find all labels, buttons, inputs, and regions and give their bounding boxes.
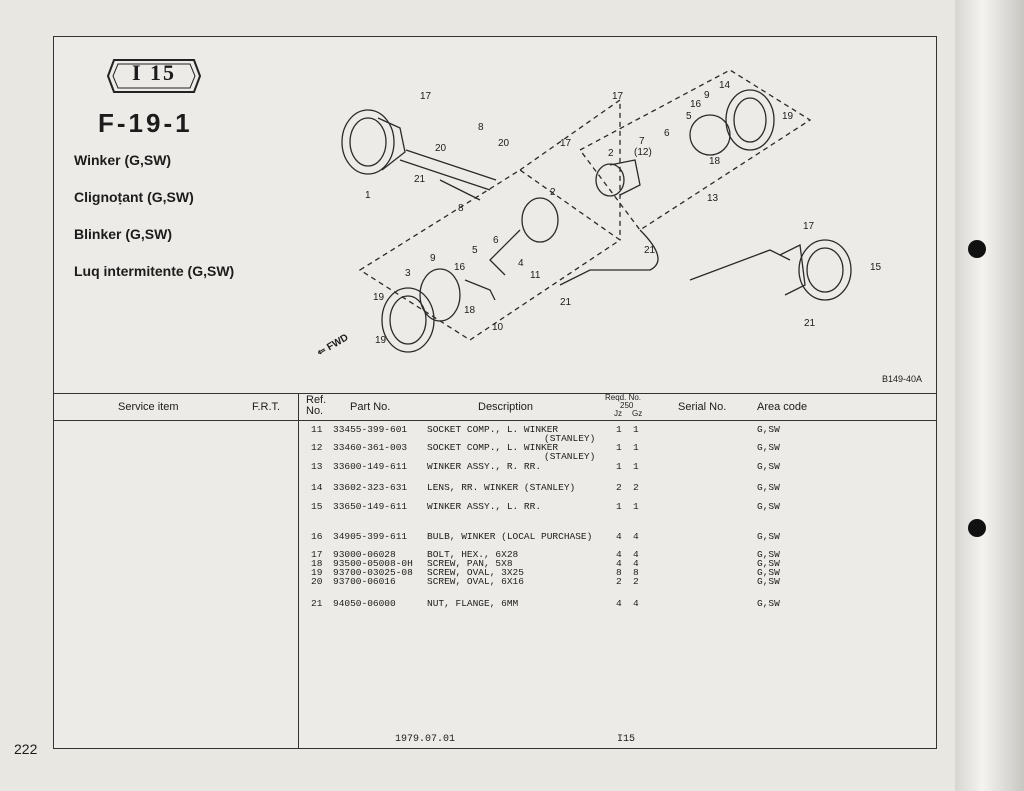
table-top-rule	[53, 393, 937, 394]
gz-qty-cell: 2	[633, 482, 639, 493]
binder-hole	[968, 519, 986, 537]
section-badge: I 15	[131, 60, 177, 85]
callout: 19	[375, 335, 387, 346]
jz-qty-cell: 8	[616, 567, 622, 578]
title-de: Blinker (G,SW)	[74, 226, 173, 242]
description-cell: WINKER ASSY., R. RR.	[427, 461, 542, 472]
callout: 19	[782, 111, 794, 122]
title-en: Winker (G,SW)	[74, 152, 172, 168]
ref-no-cell: 21	[311, 598, 323, 609]
part-no-cell: 93000-06028	[333, 549, 396, 560]
callout: 16	[690, 99, 702, 110]
area-code-cell: G,SW	[757, 576, 780, 587]
area-code-cell: G,SW	[757, 501, 780, 512]
ref-no-cell: 18	[311, 558, 323, 569]
col-jz: Jz	[614, 409, 622, 418]
callout: 21	[644, 245, 656, 256]
callout: 18	[709, 156, 721, 167]
gz-qty-cell: 1	[633, 424, 639, 435]
description-cell: SOCKET COMP., L. WINKER	[427, 442, 559, 453]
part-no-cell: 94050-06000	[333, 598, 396, 609]
callout: 13	[707, 193, 719, 204]
description-cell: NUT, FLANGE, 6MM	[427, 598, 519, 609]
callout: 5	[472, 245, 478, 256]
callout: (12)	[634, 147, 652, 158]
gz-qty-cell: 1	[633, 442, 639, 453]
callout: 3	[405, 268, 411, 279]
jz-qty-cell: 4	[616, 531, 622, 542]
area-code-cell: G,SW	[757, 567, 780, 578]
description-cell: SCREW, OVAL, 6X16	[427, 576, 524, 587]
part-no-cell: 34905-399-611	[333, 531, 408, 542]
jz-qty-cell: 4	[616, 549, 622, 560]
gz-qty-cell: 8	[633, 567, 639, 578]
figure-code: F-19-1	[98, 108, 193, 138]
col-service-item: Service item	[118, 401, 179, 413]
callout: 9	[430, 253, 436, 264]
callout: 19	[373, 292, 385, 303]
ref-no-cell: 11	[311, 424, 323, 435]
page-number: 222	[14, 741, 38, 757]
footer-date: 1979.07.01	[395, 734, 456, 745]
col-serial-no: Serial No.	[678, 401, 727, 413]
jz-qty-cell: 4	[616, 558, 622, 569]
description-cell: LENS, RR. WINKER (STANLEY)	[427, 482, 576, 493]
area-code-cell: G,SW	[757, 442, 780, 453]
callout: 18	[464, 305, 476, 316]
callout: 14	[719, 80, 731, 91]
description-cell-cont: (STANLEY)	[544, 451, 596, 462]
area-code-cell: G,SW	[757, 558, 780, 569]
callout: 21	[804, 318, 816, 329]
gz-qty-cell: 2	[633, 576, 639, 587]
jz-qty-cell: 2	[616, 482, 622, 493]
callout: 16	[454, 262, 466, 273]
description-cell: SCREW, PAN, 5X8	[427, 558, 513, 569]
part-no-cell: 93700-03025-08	[333, 567, 413, 578]
jz-qty-cell: 4	[616, 598, 622, 609]
part-no-cell: 33460-361-003	[333, 442, 408, 453]
callout: 21	[414, 174, 426, 185]
area-code-cell: G,SW	[757, 531, 780, 542]
callout: 4	[518, 258, 524, 269]
callout: 7	[639, 136, 645, 147]
title-fr: Clignoṭant (G,SW)	[74, 189, 194, 205]
part-no-cell: 93700-06016	[333, 576, 396, 587]
ref-no-cell: 12	[311, 442, 323, 453]
ref-no-cell: 15	[311, 501, 323, 512]
area-code-cell: G,SW	[757, 482, 780, 493]
area-code-cell: G,SW	[757, 549, 780, 560]
gz-qty-cell: 4	[633, 531, 639, 542]
footer-section: I15	[617, 734, 636, 745]
figure-id: B149-40A	[882, 374, 923, 384]
callout: 6	[664, 128, 670, 139]
callout: 5	[686, 111, 692, 122]
col-reqd-no: Reqd. No.	[605, 393, 642, 402]
col-area-code: Area code	[757, 401, 808, 413]
ref-no-cell: 19	[311, 567, 323, 578]
part-no-cell: 33650-149-611	[333, 501, 408, 512]
part-no-cell: 93500-05008-0H	[333, 558, 413, 569]
fwd-label: FWD	[325, 332, 351, 354]
page-edge	[955, 0, 1024, 791]
callout: 20	[498, 138, 510, 149]
callout: 2	[608, 148, 614, 159]
callout: 15	[870, 262, 882, 273]
description-cell: SOCKET COMP., L. WINKER	[427, 424, 559, 435]
description-cell: WINKER ASSY., L. RR.	[427, 501, 542, 512]
callout: 8	[458, 203, 464, 214]
callout: 11	[530, 270, 541, 281]
description-cell: BOLT, HEX., 6X28	[427, 549, 519, 560]
callout: 8	[478, 122, 484, 133]
jz-qty-cell: 1	[616, 442, 622, 453]
ref-no-cell: 17	[311, 549, 323, 560]
col-gz: Gz	[632, 409, 643, 418]
col-model: 250	[620, 401, 634, 410]
callout: 1	[365, 190, 371, 201]
gz-qty-cell: 4	[633, 598, 639, 609]
callout: 10	[492, 322, 504, 333]
col-part-no: Part No.	[350, 401, 391, 413]
gz-qty-cell: 1	[633, 501, 639, 512]
callout: 2	[550, 187, 556, 198]
callout: 21	[560, 297, 572, 308]
callout: 17	[612, 91, 624, 102]
callout: 9	[704, 90, 710, 101]
area-code-cell: G,SW	[757, 424, 780, 435]
gz-qty-cell: 4	[633, 549, 639, 560]
callout: 6	[493, 235, 499, 246]
callout: 17	[560, 138, 572, 149]
col-description: Description	[478, 401, 534, 413]
area-code-cell: G,SW	[757, 461, 780, 472]
fwd-arrow: ⇐ FWD	[315, 332, 351, 359]
jz-qty-cell: 1	[616, 424, 622, 435]
description-cell: SCREW, OVAL, 3X25	[427, 567, 524, 578]
description-cell-cont: (STANLEY)	[544, 433, 596, 444]
description-cell: BULB, WINKER (LOCAL PURCHASE)	[427, 531, 593, 542]
column-divider	[298, 393, 299, 749]
ref-no-cell: 13	[311, 461, 323, 472]
part-no-cell: 33600-149-611	[333, 461, 408, 472]
jz-qty-cell: 1	[616, 501, 622, 512]
part-no-cell: 33602-323-631	[333, 482, 408, 493]
binder-hole	[968, 240, 986, 258]
col-frt: F.R.T.	[252, 401, 281, 413]
part-no-cell: 33455-399-601	[333, 424, 408, 435]
callout: 17	[803, 221, 815, 232]
ref-no-cell: 20	[311, 576, 323, 587]
title-es: Luq intermitente (G,SW)	[74, 263, 235, 279]
area-code-cell: G,SW	[757, 598, 780, 609]
jz-qty-cell: 1	[616, 461, 622, 472]
gz-qty-cell: 4	[633, 558, 639, 569]
ref-no-cell: 16	[311, 531, 323, 542]
gz-qty-cell: 1	[633, 461, 639, 472]
jz-qty-cell: 2	[616, 576, 622, 587]
col-ref-no: Ref. No.	[306, 394, 327, 417]
callout: 20	[435, 143, 447, 154]
ref-no-cell: 14	[311, 482, 323, 493]
callout: 17	[420, 91, 432, 102]
